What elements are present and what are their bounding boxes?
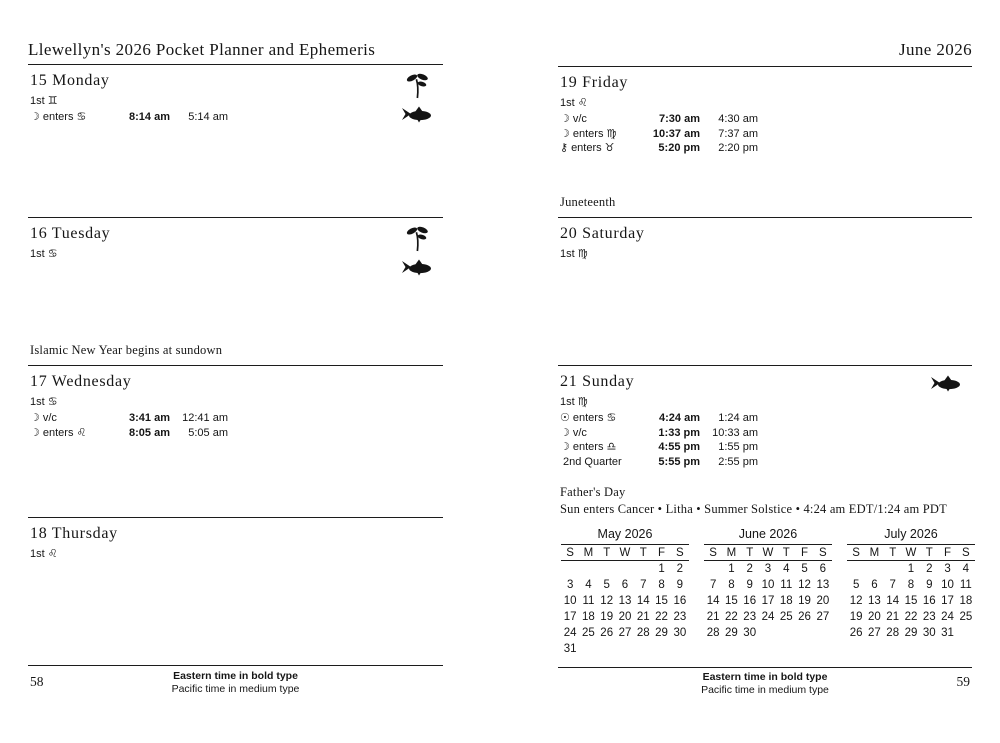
calendar-day-cell: 19 bbox=[600, 611, 614, 623]
weekday-header: W bbox=[619, 546, 631, 559]
weekday-header: S bbox=[852, 546, 860, 559]
calendar-day-cell: 9 bbox=[676, 579, 684, 591]
day-icons bbox=[401, 73, 435, 129]
calendar-day-cell: 31 bbox=[563, 643, 577, 655]
event-label bbox=[560, 127, 642, 142]
time-legend bbox=[28, 670, 443, 695]
calendar-day-cell: 14 bbox=[706, 595, 720, 607]
calendar-week-row bbox=[561, 561, 689, 578]
calendar-day-cell: 23 bbox=[673, 611, 687, 623]
event-label bbox=[560, 440, 642, 455]
calendar-day-cell: 24 bbox=[563, 627, 577, 639]
calendar-week-row bbox=[704, 561, 832, 578]
phase-text: 1st bbox=[30, 548, 45, 560]
pacific-time: 2:55 pm bbox=[718, 455, 758, 468]
event-text: enters bbox=[572, 127, 604, 140]
calendar-day-cell: 4 bbox=[962, 563, 970, 575]
astro-event-row bbox=[560, 440, 970, 455]
calendar-day-cell: 9 bbox=[926, 579, 933, 591]
page-bottom-rule bbox=[28, 665, 443, 666]
calendar-day-cell: 24 bbox=[941, 611, 954, 623]
phase-text: 1st bbox=[30, 248, 45, 260]
fish-icon bbox=[402, 258, 434, 276]
calendar-day-cell: 8 bbox=[658, 579, 665, 591]
calendar-day-cell: 28 bbox=[706, 627, 720, 639]
weekday-header-row bbox=[847, 545, 975, 561]
planet-glyph: ☽ bbox=[560, 112, 570, 125]
zodiac-sign-glyph: ♊ bbox=[47, 94, 58, 107]
calendar-day-cell: 24 bbox=[761, 611, 775, 623]
weekday-header: W bbox=[762, 546, 774, 559]
mini-calendar-table bbox=[847, 544, 975, 641]
eastern-time: 1:33 pm bbox=[658, 426, 700, 439]
pacific-time: 10:33 am bbox=[712, 426, 758, 439]
event-label bbox=[560, 141, 642, 156]
weekday-header: M bbox=[869, 546, 880, 559]
event-label bbox=[560, 426, 642, 441]
calendar-day-cell: 29 bbox=[725, 627, 738, 639]
holiday-note: Sun enters Cancer • Litha • Summer Solstice • 4:24 am EDT/1:24 am PDT bbox=[560, 502, 947, 516]
calendar-day-cell: 8 bbox=[728, 579, 735, 591]
calendar-day-cell: 16 bbox=[743, 595, 757, 607]
day-icons bbox=[930, 374, 964, 398]
event-text: v/c bbox=[42, 412, 57, 424]
calendar-day-cell: 3 bbox=[764, 563, 772, 575]
calendar-day-cell: 11 bbox=[780, 579, 793, 591]
weekday-header: T bbox=[925, 546, 933, 559]
plant-icon bbox=[405, 73, 431, 99]
zodiac-sign-glyph: ♎ bbox=[606, 440, 617, 453]
phase-text: 1st bbox=[560, 248, 575, 260]
zodiac-sign-glyph: ♍ bbox=[577, 247, 588, 260]
calendar-week-row bbox=[704, 609, 832, 625]
planet-glyph: ☽ bbox=[560, 425, 570, 439]
pacific-time: 2:20 pm bbox=[718, 142, 758, 154]
weekday-header-row bbox=[704, 545, 832, 561]
calendar-week-row bbox=[847, 625, 975, 641]
planet-glyph: ☽ bbox=[30, 425, 40, 439]
calendar-day-cell: 10 bbox=[761, 579, 775, 591]
mini-calendar-table bbox=[704, 544, 832, 641]
weekday-header-row bbox=[561, 545, 689, 561]
eastern-time-legend: Eastern time in bold type bbox=[173, 670, 298, 682]
astro-event-row bbox=[560, 455, 970, 470]
eastern-time: 4:24 am bbox=[659, 412, 700, 424]
day-section bbox=[28, 517, 443, 665]
calendar-day-cell: 20 bbox=[816, 595, 830, 607]
calendar-day-cell: 22 bbox=[904, 611, 918, 623]
moon-phase-label bbox=[30, 394, 441, 410]
calendar-day-cell: 15 bbox=[904, 595, 918, 607]
calendar-day-cell: 9 bbox=[746, 579, 753, 591]
weekday-header: S bbox=[709, 546, 717, 559]
event-label bbox=[30, 426, 112, 441]
astro-events bbox=[560, 112, 970, 156]
calendar-day-cell: 17 bbox=[941, 595, 954, 607]
event-label bbox=[30, 110, 112, 125]
zodiac-sign-glyph: ♉ bbox=[604, 141, 615, 154]
event-text: enters bbox=[572, 412, 604, 424]
eastern-time: 5:20 pm bbox=[658, 142, 700, 154]
calendar-day-cell: 7 bbox=[709, 579, 717, 591]
calendar-day-cell bbox=[704, 561, 722, 578]
calendar-day-cell: 18 bbox=[959, 595, 973, 607]
calendar-day-cell: 26 bbox=[798, 611, 811, 623]
zodiac-sign-glyph: ♋ bbox=[47, 247, 58, 260]
mini-calendar-table bbox=[561, 544, 689, 657]
calendar-day-cell: 10 bbox=[563, 595, 577, 607]
astro-event-row bbox=[560, 426, 970, 441]
calendar-day-cell bbox=[957, 625, 975, 641]
calendar-day-cell: 8 bbox=[907, 579, 915, 591]
moon-phase-label bbox=[560, 394, 970, 410]
mini-calendar-title: May 2026 bbox=[597, 527, 653, 541]
calendar-day-cell: 14 bbox=[636, 595, 650, 607]
calendar-day-cell: 23 bbox=[922, 611, 936, 623]
calendar-day-cell bbox=[616, 641, 634, 657]
zodiac-sign-glyph: ♋ bbox=[76, 110, 87, 123]
astro-event-row bbox=[560, 112, 970, 127]
phase-text: 1st bbox=[30, 95, 45, 107]
event-label bbox=[560, 455, 642, 470]
page-number: 58 bbox=[30, 674, 44, 689]
page-number: 59 bbox=[956, 674, 970, 689]
weekday-header: S bbox=[962, 546, 970, 559]
calendar-day-cell: 17 bbox=[761, 595, 775, 607]
mini-calendar bbox=[561, 527, 689, 657]
calendar-day-cell: 19 bbox=[849, 611, 863, 623]
calendar-week-row bbox=[561, 609, 689, 625]
calendar-day-cell: 28 bbox=[636, 627, 650, 639]
zodiac-sign-glyph: ♌ bbox=[76, 425, 87, 439]
calendar-week-row bbox=[561, 641, 689, 657]
eastern-time: 10:37 am bbox=[652, 127, 700, 140]
phase-text: 1st bbox=[560, 396, 575, 408]
calendar-day-cell: 28 bbox=[886, 627, 900, 639]
calendar-day-cell: 10 bbox=[941, 579, 954, 591]
calendar-day-cell: 30 bbox=[743, 627, 757, 639]
moon-phase-label bbox=[30, 546, 441, 562]
calendar-day-cell bbox=[579, 561, 597, 578]
day-title: 20 Saturday bbox=[560, 225, 645, 242]
holiday-note: Islamic New Year begins at sundown bbox=[30, 343, 223, 357]
calendar-day-cell: 15 bbox=[655, 595, 668, 607]
zodiac-sign-glyph: ♌ bbox=[47, 547, 58, 560]
day-title: 21 Sunday bbox=[560, 373, 635, 390]
moon-phase-label bbox=[560, 95, 970, 111]
weekday-header: M bbox=[583, 546, 594, 559]
holiday-note: Father's Day bbox=[560, 485, 626, 499]
calendar-week-row bbox=[561, 593, 689, 609]
calendar-day-cell: 3 bbox=[566, 579, 574, 591]
calendar-day-cell: 4 bbox=[585, 579, 592, 591]
book-title: Llewellyn's 2026 Pocket Planner and Ephemeris bbox=[28, 40, 376, 59]
eastern-time: 8:14 am bbox=[129, 111, 170, 123]
weekday-header: S bbox=[676, 546, 684, 559]
mini-calendar-title: July 2026 bbox=[884, 527, 938, 541]
holiday-notes bbox=[560, 194, 970, 211]
calendar-day-cell: 19 bbox=[798, 595, 811, 607]
eastern-time-legend: Eastern time in bold type bbox=[702, 671, 828, 683]
weekday-header: W bbox=[905, 546, 917, 559]
calendar-day-cell bbox=[598, 641, 616, 657]
weekday-header: M bbox=[726, 546, 737, 559]
weekday-header: S bbox=[566, 546, 574, 559]
planet-glyph: ☽ bbox=[560, 126, 570, 140]
calendar-day-cell bbox=[616, 561, 634, 578]
weekday-header: F bbox=[944, 546, 952, 559]
calendar-week-row bbox=[847, 577, 975, 593]
calendar-day-cell bbox=[847, 561, 865, 578]
zodiac-sign-glyph: ♋ bbox=[606, 411, 617, 424]
weekday-header: T bbox=[603, 546, 611, 559]
planet-glyph: ⚷ bbox=[560, 141, 569, 154]
calendar-day-cell: 16 bbox=[922, 595, 936, 607]
calendar-day-cell: 22 bbox=[655, 611, 668, 623]
calendar-day-cell: 1 bbox=[728, 563, 735, 575]
day-section bbox=[28, 64, 443, 217]
day-title: 18 Thursday bbox=[30, 525, 118, 542]
fish-icon bbox=[931, 374, 963, 392]
planet-glyph: ☽ bbox=[560, 440, 570, 453]
eastern-time: 8:05 am bbox=[129, 426, 170, 439]
astro-events bbox=[30, 411, 441, 440]
astro-events bbox=[30, 110, 441, 125]
calendar-day-cell: 12 bbox=[600, 595, 614, 607]
calendar-day-cell: 11 bbox=[959, 579, 972, 591]
astro-event-row bbox=[560, 127, 970, 142]
calendar-day-cell: 27 bbox=[618, 627, 632, 639]
zodiac-sign-glyph: ♍ bbox=[577, 395, 588, 408]
calendar-day-cell: 18 bbox=[582, 611, 595, 623]
day-section bbox=[28, 217, 443, 365]
astro-event-row bbox=[560, 141, 970, 156]
mini-calendar bbox=[847, 527, 975, 657]
calendar-day-cell: 11 bbox=[582, 595, 595, 607]
calendar-day-cell bbox=[579, 641, 597, 657]
eastern-time: 5:55 pm bbox=[658, 455, 700, 468]
calendar-day-cell: 1 bbox=[658, 563, 665, 575]
event-text: v/c bbox=[572, 426, 587, 439]
calendar-day-cell: 2 bbox=[746, 563, 753, 575]
event-text: v/c bbox=[572, 113, 587, 125]
pacific-time: 7:37 am bbox=[718, 127, 758, 140]
mini-calendar-title: June 2026 bbox=[738, 527, 798, 541]
calendar-day-cell: 4 bbox=[783, 563, 790, 575]
calendar-day-cell: 13 bbox=[868, 595, 881, 607]
page-bottom-rule bbox=[558, 667, 972, 668]
calendar-day-cell: 27 bbox=[816, 611, 830, 623]
pacific-time: 4:30 am bbox=[718, 113, 758, 125]
event-label bbox=[560, 411, 642, 426]
calendar-day-cell: 13 bbox=[816, 579, 830, 591]
calendar-week-row bbox=[704, 625, 832, 641]
calendar-day-cell: 3 bbox=[944, 563, 951, 575]
astro-events bbox=[560, 411, 970, 469]
calendar-day-cell: 27 bbox=[868, 627, 881, 639]
event-text: enters bbox=[42, 426, 74, 439]
calendar-week-row bbox=[704, 593, 832, 609]
calendar-day-cell bbox=[884, 561, 902, 578]
calendar-day-cell: 21 bbox=[636, 611, 650, 623]
astro-event-row bbox=[30, 110, 441, 125]
day-title: 19 Friday bbox=[560, 74, 629, 91]
calendar-day-cell: 2 bbox=[926, 563, 933, 575]
time-legend bbox=[558, 671, 972, 696]
pacific-time: 5:05 am bbox=[188, 426, 228, 439]
calendar-day-cell: 22 bbox=[725, 611, 738, 623]
calendar-week-row bbox=[561, 577, 689, 593]
event-text: 2nd Quarter bbox=[563, 455, 622, 468]
phase-text: 1st bbox=[30, 396, 45, 408]
calendar-week-row bbox=[561, 625, 689, 641]
calendar-day-cell: 7 bbox=[889, 579, 896, 591]
calendar-day-cell: 25 bbox=[959, 611, 973, 623]
calendar-day-cell: 16 bbox=[673, 595, 687, 607]
calendar-day-cell bbox=[561, 561, 579, 578]
astro-event-row bbox=[30, 411, 441, 426]
page-right bbox=[558, 0, 972, 743]
astro-event-row bbox=[560, 411, 970, 426]
calendar-day-cell: 20 bbox=[618, 611, 632, 623]
mini-calendar-row bbox=[560, 527, 973, 657]
event-label bbox=[30, 411, 112, 426]
calendar-day-cell: 6 bbox=[621, 579, 629, 591]
calendar-day-cell: 25 bbox=[582, 627, 595, 639]
day-title: 15 Monday bbox=[30, 72, 110, 89]
calendar-week-row bbox=[847, 609, 975, 625]
calendar-day-cell bbox=[795, 625, 813, 641]
planet-glyph: ☽ bbox=[30, 411, 40, 424]
calendar-day-cell: 18 bbox=[779, 595, 793, 607]
moon-phase-label bbox=[30, 93, 441, 109]
calendar-day-cell: 20 bbox=[868, 611, 881, 623]
calendar-day-cell: 21 bbox=[886, 611, 900, 623]
calendar-day-cell bbox=[814, 625, 832, 641]
day-section bbox=[558, 66, 972, 217]
calendar-week-row bbox=[847, 593, 975, 609]
planet-glyph: ☽ bbox=[30, 110, 40, 123]
page-left bbox=[28, 0, 443, 743]
calendar-day-cell: 5 bbox=[603, 579, 610, 591]
calendar-day-cell: 30 bbox=[922, 627, 936, 639]
weekday-header: T bbox=[746, 546, 754, 559]
calendar-day-cell: 12 bbox=[849, 595, 863, 607]
calendar-day-cell: 26 bbox=[600, 627, 614, 639]
calendar-day-cell: 14 bbox=[886, 595, 900, 607]
moon-phase-label bbox=[560, 246, 970, 262]
calendar-day-cell: 25 bbox=[779, 611, 793, 623]
calendar-day-cell: 29 bbox=[904, 627, 918, 639]
calendar-day-cell bbox=[865, 561, 883, 578]
planet-glyph: ☉ bbox=[560, 411, 570, 424]
calendar-day-cell bbox=[634, 561, 652, 578]
pacific-time: 1:55 pm bbox=[718, 441, 758, 453]
plant-icon bbox=[405, 226, 431, 252]
calendar-day-cell: 26 bbox=[849, 627, 863, 639]
calendar-day-cell bbox=[652, 641, 670, 657]
calendar-week-row bbox=[704, 577, 832, 593]
weekday-header: T bbox=[782, 546, 790, 559]
mini-calendar bbox=[704, 527, 832, 657]
calendar-day-cell: 2 bbox=[676, 563, 684, 575]
day-title: 17 Wednesday bbox=[30, 373, 132, 390]
zodiac-sign-glyph: ♌ bbox=[577, 96, 588, 109]
calendar-week-row bbox=[847, 561, 975, 578]
calendar-day-cell bbox=[759, 625, 777, 641]
fish-icon bbox=[402, 105, 434, 123]
eastern-time: 7:30 am bbox=[659, 113, 700, 125]
holiday-notes bbox=[30, 342, 441, 359]
calendar-day-cell: 30 bbox=[673, 627, 687, 639]
calendar-day-cell: 6 bbox=[819, 563, 827, 575]
calendar-day-cell: 6 bbox=[871, 579, 878, 591]
calendar-day-cell: 5 bbox=[852, 579, 860, 591]
event-label bbox=[560, 112, 642, 127]
eastern-time: 4:55 pm bbox=[658, 441, 700, 453]
calendar-day-cell bbox=[598, 561, 616, 578]
calendar-day-cell: 5 bbox=[801, 563, 808, 575]
weekday-header: S bbox=[819, 546, 827, 559]
day-section bbox=[558, 217, 972, 365]
event-text: enters bbox=[571, 142, 602, 154]
calendar-day-cell: 23 bbox=[743, 611, 757, 623]
weekday-header: F bbox=[801, 546, 809, 559]
pacific-time: 12:41 am bbox=[182, 412, 228, 424]
calendar-day-cell: 31 bbox=[941, 627, 954, 639]
weekday-header: T bbox=[639, 546, 647, 559]
pacific-time: 1:24 am bbox=[718, 412, 758, 424]
calendar-day-cell: 12 bbox=[798, 579, 811, 591]
calendar-day-cell: 7 bbox=[640, 579, 647, 591]
phase-text: 1st bbox=[560, 97, 575, 109]
day-section bbox=[28, 365, 443, 517]
calendar-day-cell: 21 bbox=[706, 611, 720, 623]
eastern-time: 3:41 am bbox=[129, 412, 170, 424]
calendar-day-cell: 15 bbox=[725, 595, 738, 607]
pacific-time-legend: Pacific time in medium type bbox=[701, 683, 829, 696]
moon-phase-label bbox=[30, 246, 441, 262]
calendar-day-cell: 17 bbox=[563, 611, 577, 623]
zodiac-sign-glyph: ♋ bbox=[47, 395, 58, 408]
day-title: 16 Tuesday bbox=[30, 225, 111, 242]
calendar-day-cell bbox=[634, 641, 652, 657]
calendar-day-cell: 13 bbox=[618, 595, 632, 607]
pacific-time-legend: Pacific time in medium type bbox=[171, 682, 300, 695]
holiday-note: Juneteenth bbox=[560, 195, 616, 209]
calendar-day-cell bbox=[671, 641, 689, 657]
pacific-time: 5:14 am bbox=[188, 111, 228, 123]
day-icons bbox=[401, 226, 435, 282]
calendar-day-cell: 29 bbox=[655, 627, 668, 639]
astro-event-row bbox=[30, 426, 441, 441]
weekday-header: T bbox=[889, 546, 897, 559]
event-text: enters bbox=[572, 441, 604, 453]
holiday-notes bbox=[560, 484, 970, 518]
calendar-day-cell: 1 bbox=[907, 563, 915, 575]
calendar-day-cell bbox=[777, 625, 795, 641]
zodiac-sign-glyph: ♍ bbox=[606, 126, 617, 140]
event-text: enters bbox=[42, 111, 74, 123]
weekday-header: F bbox=[658, 546, 666, 559]
month-title: June 2026 bbox=[898, 40, 972, 59]
day-section bbox=[558, 365, 972, 667]
